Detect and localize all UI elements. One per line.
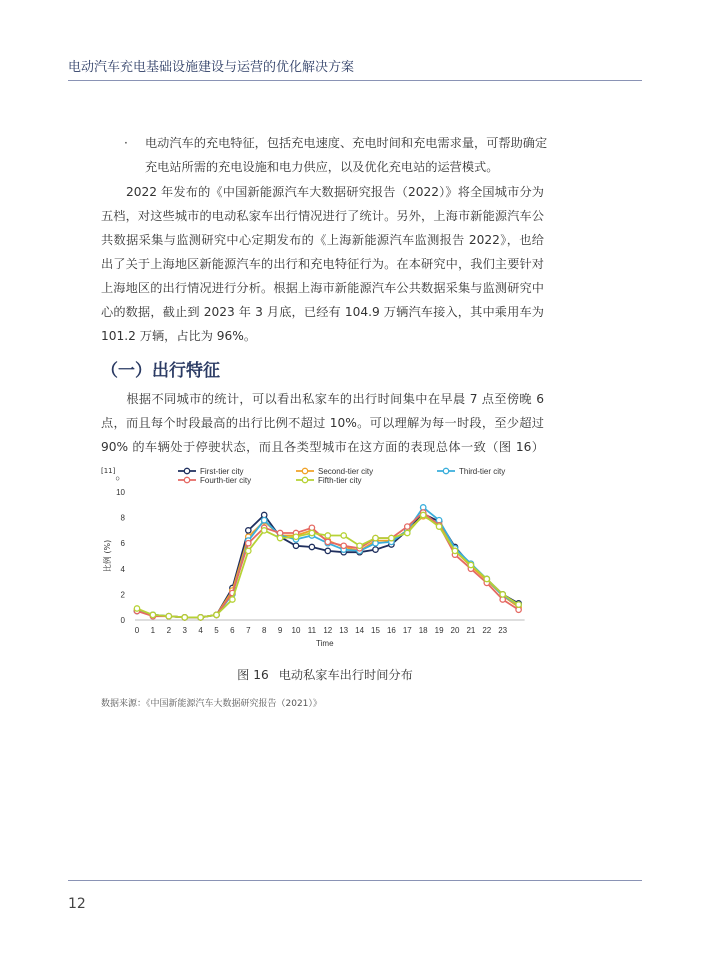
x-tick-label: 16	[386, 626, 396, 635]
figure-number: 图 16	[237, 668, 269, 682]
x-tick-label: 23	[498, 626, 508, 635]
x-tick-label: 0	[134, 626, 140, 635]
paragraph-2-text: 根据不同城市的统计，可以看出私家车的出行时间集中在早晨 7 点至傍晚 6 点，而且每个时段最高的出行比例不超过 10%。可以理解为每一时段，至少超过 90% 的车辆处于停驶状态，而且各类型城市在这方面的表现总体一致（图 16）	[101, 392, 544, 454]
data-point	[150, 612, 155, 617]
legend-label: Third-tier city	[459, 467, 506, 476]
x-tick-label: 17	[402, 626, 412, 635]
x-tick-label: 8	[261, 626, 267, 635]
data-point	[373, 547, 378, 552]
bullet-item	[124, 131, 558, 179]
figure-caption-text: 电动私家车出行时间分布	[278, 668, 413, 682]
running-header: 电动汽车充电基础设施建设与运营的优化解决方案	[68, 60, 355, 75]
data-point	[293, 543, 298, 548]
data-point	[421, 512, 426, 517]
data-point	[182, 615, 187, 620]
y-tick-label: 6	[120, 539, 125, 549]
x-tick-label: 14	[355, 626, 365, 635]
citation-marker: [11]	[101, 467, 116, 475]
travel-time-chart	[92, 460, 552, 655]
data-point	[405, 524, 410, 529]
data-point	[230, 597, 235, 602]
y-tick-label: 4	[120, 564, 125, 574]
legend-marker	[302, 468, 307, 473]
data-point	[293, 534, 298, 539]
x-tick-label: 4	[198, 626, 203, 635]
x-tick-label: 19	[434, 626, 444, 635]
data-point	[373, 535, 378, 540]
data-point	[277, 535, 282, 540]
x-tick-label: 15	[371, 626, 380, 635]
series-line	[137, 515, 519, 617]
header-divider	[68, 80, 642, 81]
data-point	[500, 592, 505, 597]
x-tick-label: 12	[323, 626, 333, 635]
data-point	[246, 528, 251, 533]
paragraph-2-end: 。	[115, 468, 128, 482]
legend-label: First-tier city	[200, 467, 244, 476]
data-point	[436, 524, 441, 529]
x-tick-label: 5	[214, 626, 219, 635]
data-point	[341, 533, 346, 538]
x-tick-label: 20	[450, 626, 460, 635]
y-tick-label: 10	[116, 488, 125, 497]
data-point	[405, 530, 410, 535]
x-tick-label: 22	[482, 626, 492, 635]
data-point	[516, 602, 521, 607]
x-axis-title: Time	[316, 639, 334, 648]
data-point	[309, 544, 314, 549]
data-point	[262, 518, 267, 523]
data-point	[134, 606, 139, 611]
series-line	[137, 507, 519, 617]
series-line	[137, 513, 519, 618]
data-point	[309, 530, 314, 535]
data-point	[484, 576, 489, 581]
x-tick-label: 21	[466, 626, 476, 635]
bullet-dot-icon: ·	[124, 136, 128, 150]
x-tick-label: 18	[418, 626, 428, 635]
section-heading: （一）出行特征	[101, 361, 220, 381]
data-point	[166, 614, 171, 619]
y-tick-label: 8	[120, 513, 125, 523]
x-tick-label: 1	[150, 626, 156, 635]
data-point	[246, 541, 251, 546]
legend-label: Fifth-tier city	[318, 476, 362, 485]
y-tick-label: 0	[120, 616, 125, 625]
data-point	[468, 562, 473, 567]
data-point	[198, 615, 203, 620]
legend-label: Second-tier city	[318, 467, 374, 476]
source-note: 数据来源：《中国新能源汽车大数据研究报告（2021）》	[101, 699, 322, 709]
x-tick-label: 9	[277, 626, 283, 635]
legend-marker	[443, 468, 448, 473]
data-point	[214, 612, 219, 617]
footer-divider	[68, 880, 642, 881]
legend-marker	[184, 477, 189, 482]
x-tick-label: 7	[246, 626, 251, 635]
data-point	[325, 533, 330, 538]
x-tick-label: 3	[182, 626, 187, 635]
series-line	[137, 516, 519, 617]
page-number: 12	[68, 896, 86, 912]
x-tick-label: 11	[307, 626, 317, 635]
data-point	[325, 548, 330, 553]
x-tick-label: 2	[166, 626, 172, 635]
y-axis-title: 比例 (%)	[103, 539, 112, 573]
legend-marker	[184, 468, 189, 473]
chart-svg	[92, 460, 552, 655]
legend-marker	[302, 477, 307, 482]
data-point	[452, 548, 457, 553]
body-paragraph-1	[101, 180, 544, 348]
data-point	[389, 535, 394, 540]
data-point	[262, 528, 267, 533]
y-tick-label: 2	[120, 590, 125, 600]
legend-label: Fourth-tier city	[200, 476, 252, 485]
data-point	[341, 543, 346, 548]
figure-caption	[0, 666, 650, 683]
data-point	[357, 543, 362, 548]
paragraph-1-text: 2022 年发布的《中国新能源汽车大数据研究报告（2022）》将全国城市分为五档，对这些城市的电动私家车出行情况进行了统计。另外，上海市新能源汽车公共数据采集与监测研究中心定期发布的《上海新能源汽车监测报告 2022》，也给出了关于上海地区新能源汽车的出行和充电特征行为。在本研究中，我们主要针对上海地区的出行情况进行分析。根据上海市新能源汽车公共数据采集与监测研究中心的数据，截止到 2023 年 3 月底，已经有 104.9 万辆汽车接入，其中乘用车为 101.2 万辆，占比为 96%。	[101, 185, 544, 343]
x-tick-label: 13	[339, 626, 349, 635]
bullet-text: 电动汽车的充电特征，包括充电速度、充电时间和充电需求量，可帮助确定充电站所需的充电设施和电力供应，以及优化充电站的运营模式。	[145, 136, 548, 174]
series-line	[137, 514, 519, 618]
x-tick-label: 6	[230, 626, 235, 635]
data-point	[246, 548, 251, 553]
x-tick-label: 10	[291, 626, 301, 635]
data-point	[325, 539, 330, 544]
